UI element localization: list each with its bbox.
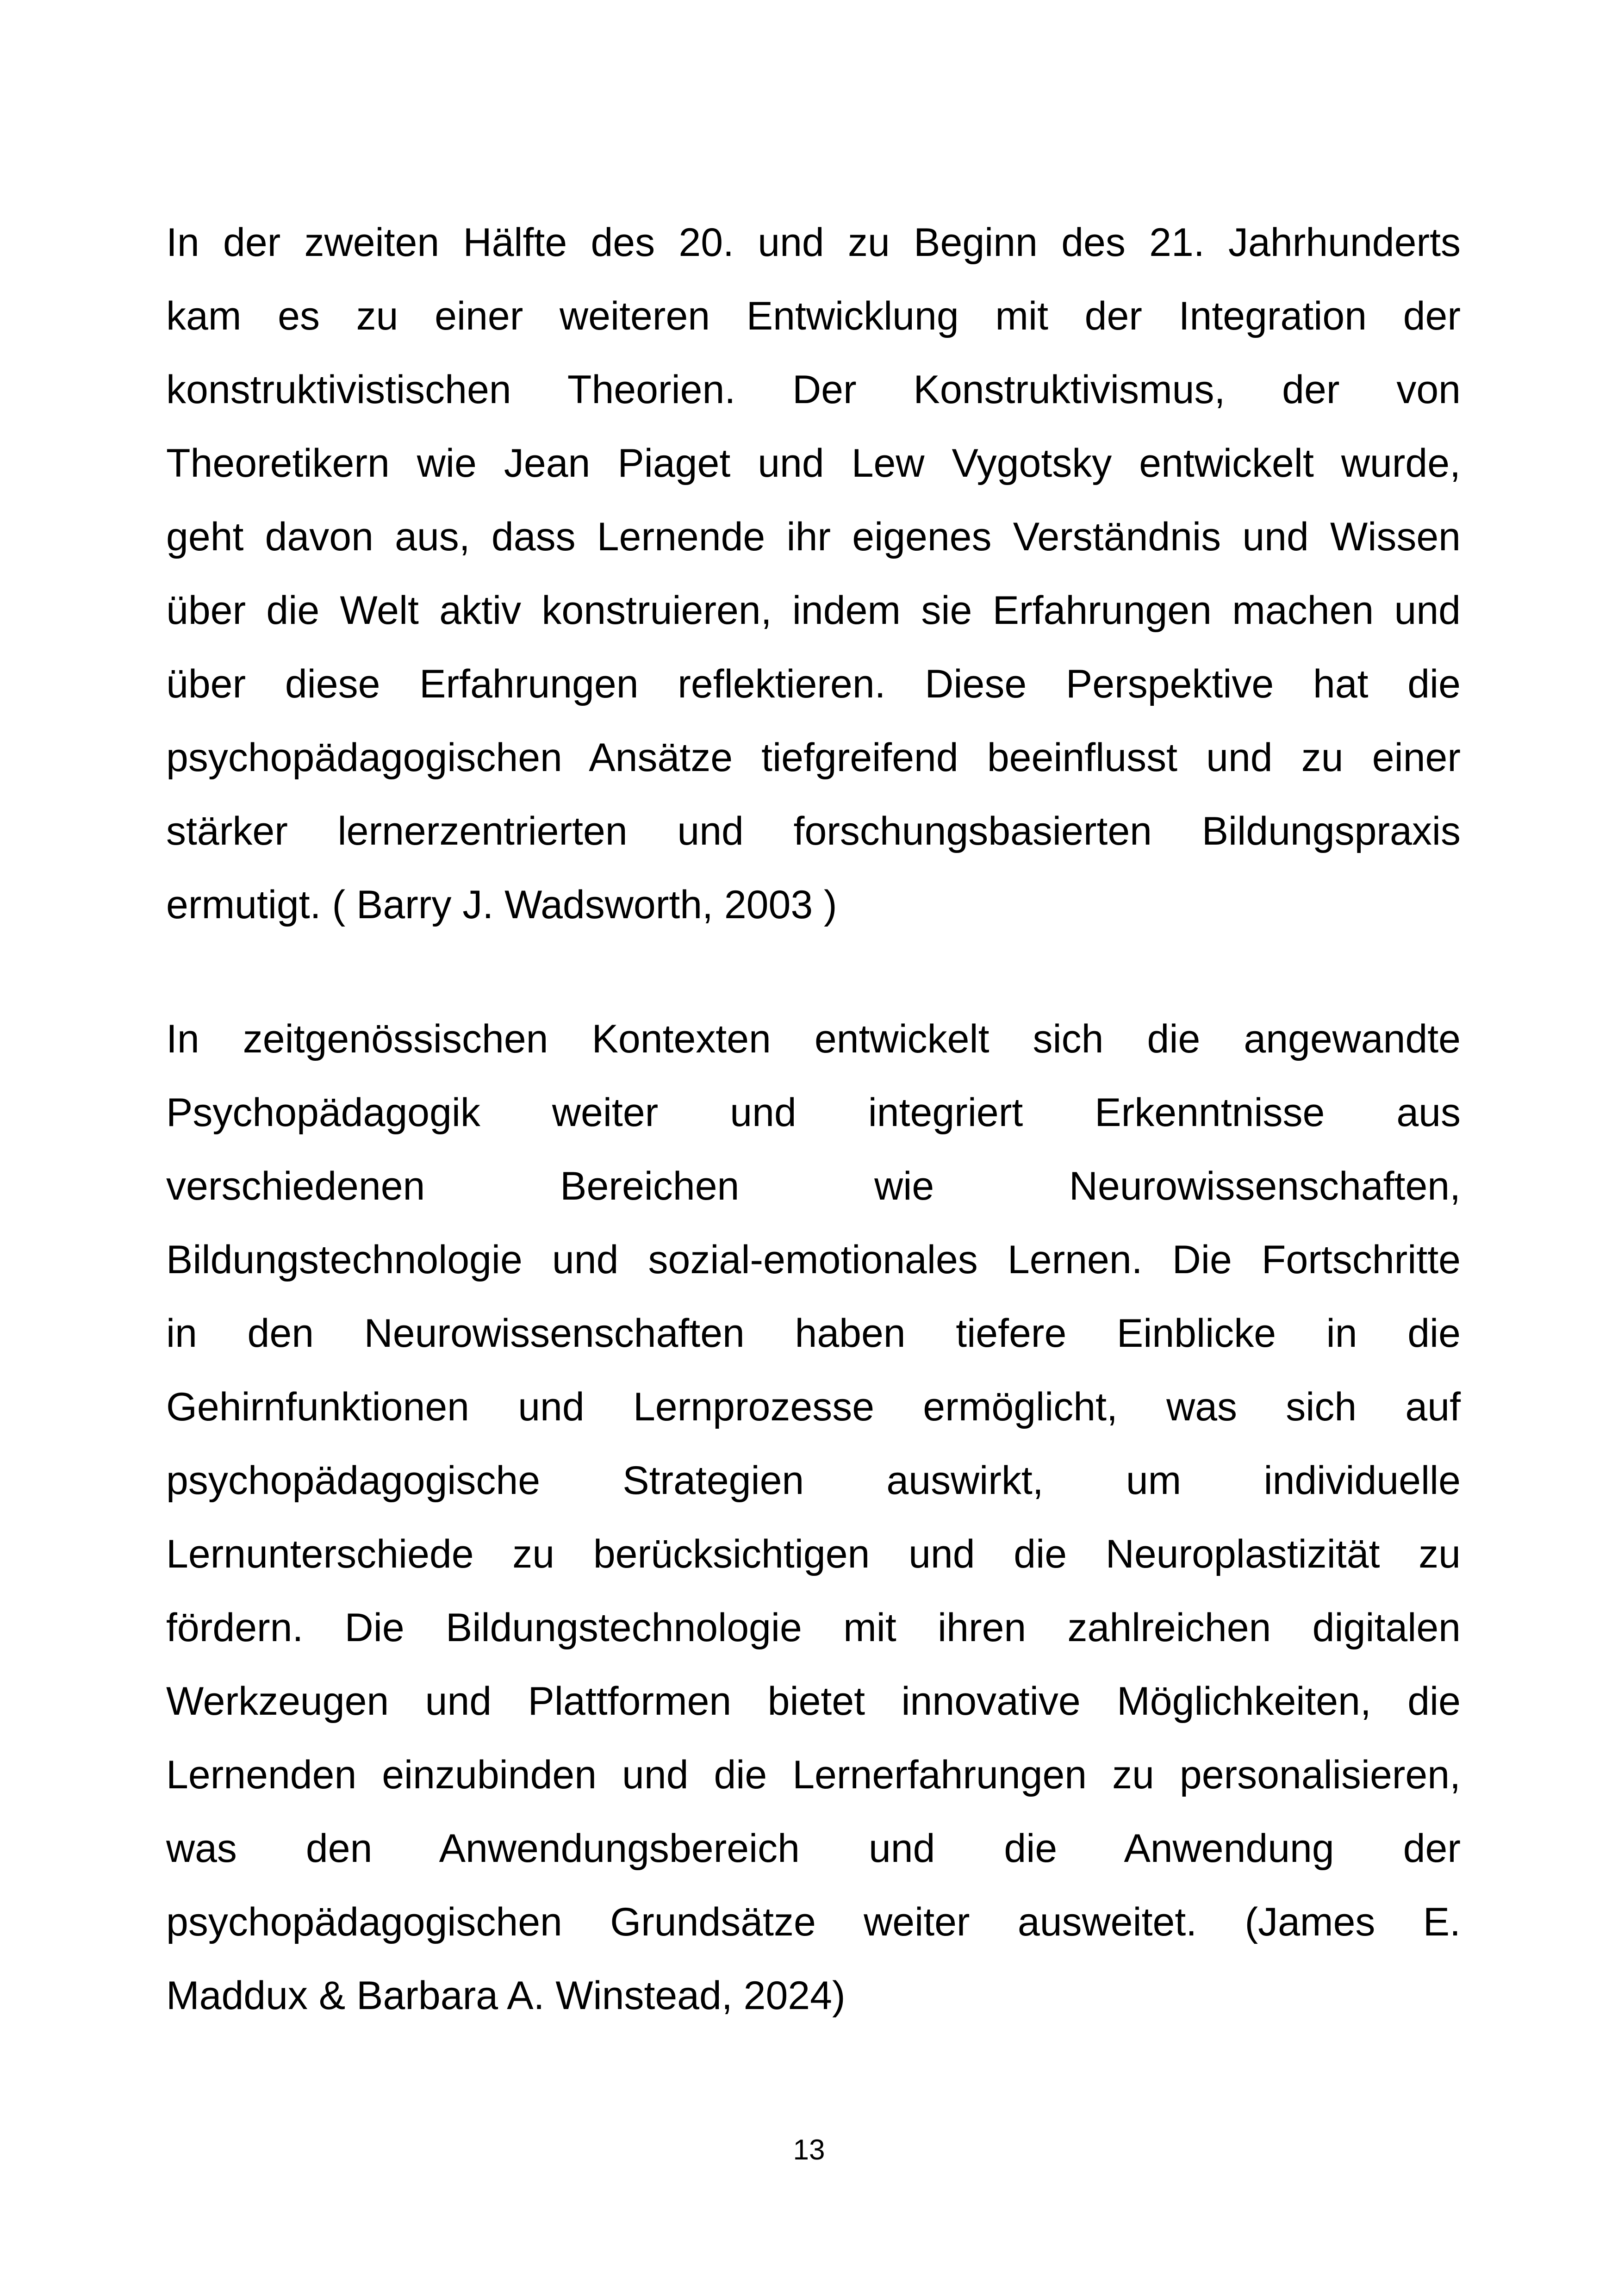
paragraph-2 — [166, 1002, 1461, 2033]
text-line: Lernunterschiede zu berücksichtigen und die Neuroplastizität zu — [166, 1532, 1461, 1576]
text-line: was den Anwendungsbereich und die Anwendung der — [166, 1826, 1461, 1871]
text-line: Gehirnfunktionen und Lernprozesse ermöglicht, was sich auf — [166, 1385, 1461, 1429]
text-line: In zeitgenössischen Kontexten entwickelt sich die angewandte — [166, 1017, 1461, 1061]
text-line: über diese Erfahrungen reflektieren. Diese Perspektive hat die — [166, 662, 1461, 706]
text-line: verschiedenen Bereichen wie Neurowissenschaften, — [166, 1164, 1461, 1208]
text-line: Psychopädagogik weiter und integriert Erkenntnisse aus — [166, 1090, 1461, 1135]
text-line: Maddux & Barbara A. Winstead, 2024) — [166, 1973, 846, 2018]
text-line: geht davon aus, dass Lernende ihr eigenes Verständnis und Wissen — [166, 515, 1461, 559]
text-line: Lernenden einzubinden und die Lernerfahrungen zu personalisieren, — [166, 1753, 1461, 1797]
text-line: Theoretikern wie Jean Piaget und Lew Vygotsky entwickelt wurde, — [166, 441, 1461, 485]
text-line: in den Neurowissenschaften haben tiefere Einblicke in die — [166, 1311, 1461, 1356]
text-line: Werkzeugen und Plattformen bietet innovative Möglichkeiten, die — [166, 1679, 1461, 1724]
text-line: ermutigt. ( Barry J. Wadsworth, 2003 ) — [166, 883, 837, 927]
text-line: psychopädagogischen Grundsätze weiter ausweitet. (James E. — [166, 1900, 1461, 1944]
paragraph-1 — [166, 206, 1461, 942]
text-line: psychopädagogische Strategien auswirkt, um individuelle — [166, 1458, 1461, 1503]
text-line: konstruktivistischen Theorien. Der Konstruktivismus, der von — [166, 367, 1461, 412]
text-line: psychopädagogischen Ansätze tiefgreifend beeinflusst und zu einer — [166, 735, 1461, 780]
text-line: In der zweiten Hälfte des 20. und zu Beginn des 21. Jahrhunderts — [166, 220, 1461, 265]
text-line: fördern. Die Bildungstechnologie mit ihren zahlreichen digitalen — [166, 1605, 1461, 1650]
text-line: Bildungstechnologie und sozial-emotionales Lernen. Die Fortschritte — [166, 1238, 1461, 1282]
text-line: kam es zu einer weiteren Entwicklung mit der Integration der — [166, 294, 1461, 338]
text-line: stärker lernerzentrierten und forschungsbasierten Bildungspraxis — [166, 809, 1461, 853]
page-number: 13 — [793, 2134, 825, 2166]
text-line: über die Welt aktiv konstruieren, indem sie Erfahrungen machen und — [166, 588, 1461, 633]
